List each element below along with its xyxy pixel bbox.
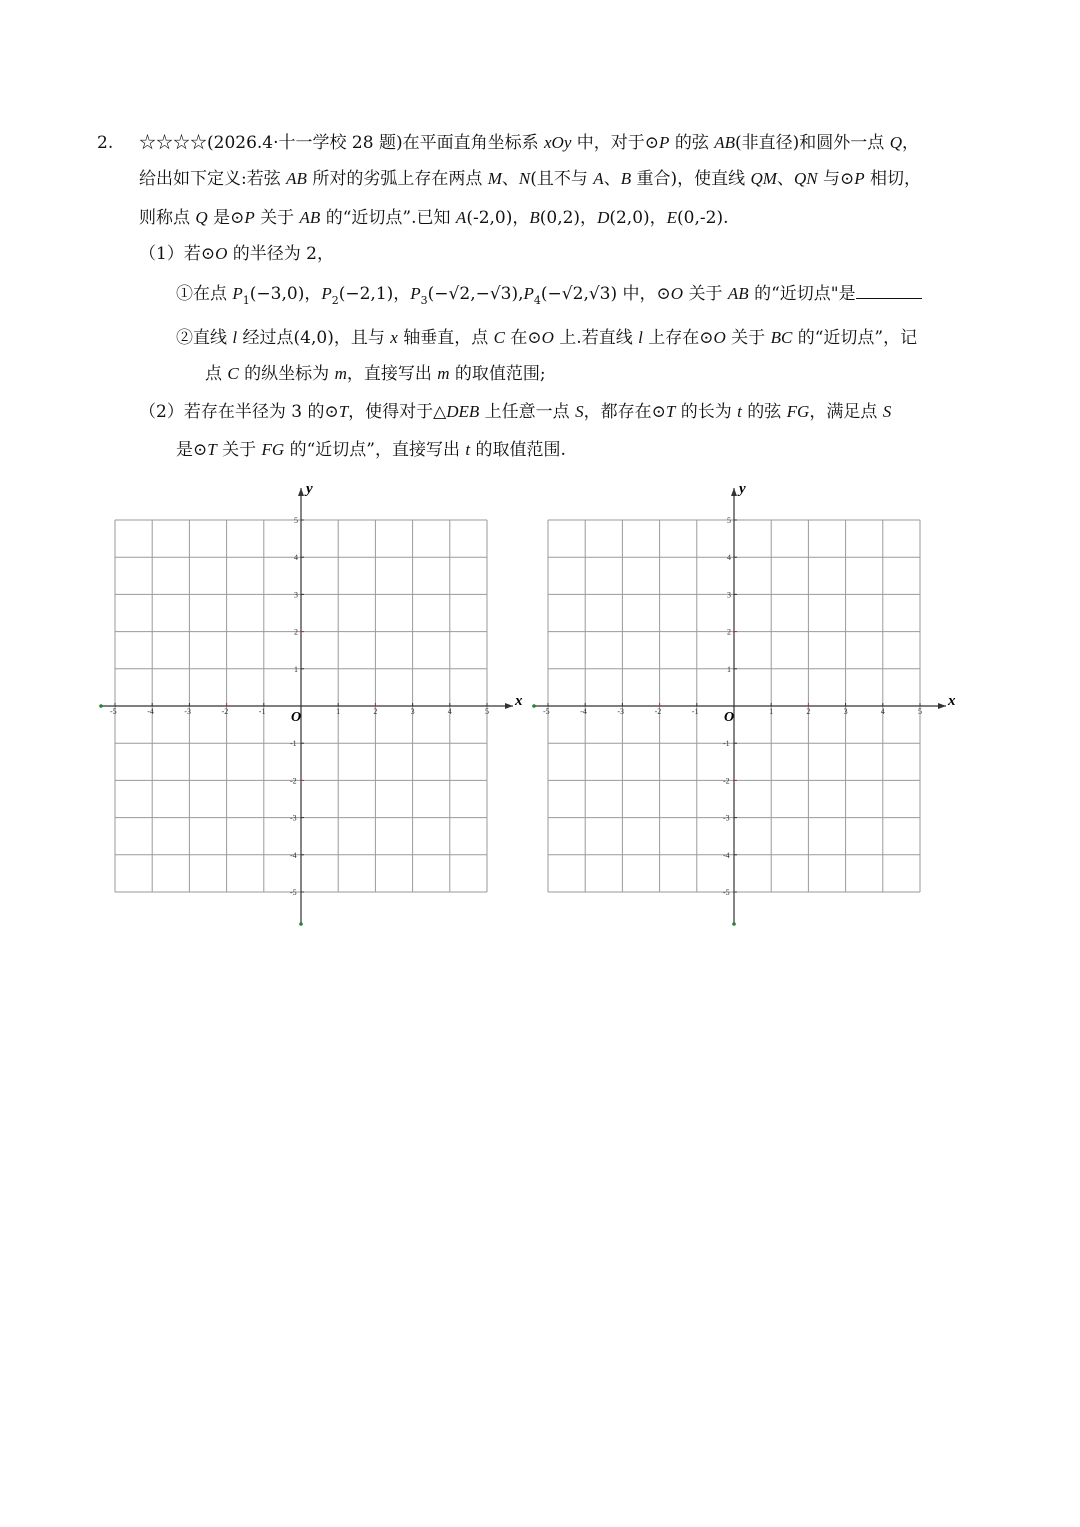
text: 关于 [216,440,262,460]
math: m [334,364,347,383]
math: T [665,402,676,421]
text: 、 [776,169,794,189]
math: T [338,402,349,421]
y-tick-label: -2 [723,776,730,786]
axis-end-dot [732,922,736,926]
x-axis-label: x [948,693,956,709]
math: Q [889,133,902,152]
origin-label: O [724,710,735,725]
problem-source: (2026.4·十一学校 28 题) [207,133,403,153]
math: S [882,402,892,421]
math: m [437,364,450,383]
math: P [659,133,670,152]
x-tick-label: 2 [373,707,378,716]
y-tick-label: 3 [294,590,298,600]
math: N [518,169,531,188]
point-p3: P [410,284,421,303]
math: xOy [544,133,572,152]
subscript: 1 [242,294,250,307]
text: 的半径为 2， [227,244,334,264]
text: 所对的劣弧上存在两点 [306,169,488,189]
text: 上任意一点 [479,402,576,422]
text: 关于 [254,208,300,228]
text: 经过点(4,0)，且与 [237,328,391,348]
x-tick-label: -5 [110,707,117,716]
math: Q [195,208,208,227]
x-tick-label: -4 [147,707,154,716]
coords: (−3,0)， [249,284,322,304]
text: 上.若直线 [553,328,639,348]
math: AB [714,133,736,152]
axis-end-dot [532,704,536,708]
text: 的长为 [675,402,738,422]
text: 在平面直角坐标系 [402,133,544,153]
x-tick-label: -2 [221,707,229,716]
x-tick-label: 3 [843,707,848,716]
text: (0,2)， [539,208,598,228]
y-tick-label: 2 [727,627,731,637]
y-tick-label: -2 [290,776,297,786]
y-tick-label: -5 [290,888,297,897]
x-axis-arrow-icon [938,703,946,709]
x-tick-label: -2 [654,707,662,716]
text: 的纵坐标为 [238,364,335,384]
text: 、 [501,169,519,189]
text: 的“近切点”.已知 [320,208,456,228]
text: 的取值范围; [449,364,546,384]
text: 的“近切点”，记 [792,328,918,348]
text: 关于 [725,328,771,348]
y-tick-label: 5 [727,516,731,525]
y-axis-arrow-icon [298,488,304,496]
math: l [232,328,238,347]
text: ，都存在⊙ [583,402,666,422]
text: (且不与 [530,169,594,189]
x-tick-label: 3 [410,707,415,716]
text: 的弦 [669,133,715,153]
x-tick-label: -1 [691,707,699,716]
y-tick-label: -5 [723,888,730,897]
y-axis-label: y [306,481,313,497]
text: 点 [205,364,228,384]
x-tick-label: -5 [543,707,550,716]
y-axis-label: y [739,481,746,497]
point-p1: P [232,284,243,303]
axis-end-dot [99,704,103,708]
point-p2: P [321,284,332,303]
math: BC [770,328,793,347]
math: FG [786,402,810,421]
text: （2）若存在半径为 3 的⊙ [139,402,339,422]
math: T [207,440,217,459]
subscript: 2 [331,294,339,307]
math: S [575,402,584,421]
text: 重合)，使直线 [631,169,751,189]
y-tick-label: -4 [290,850,297,860]
y-tick-label: 5 [294,516,298,525]
y-tick-label: -3 [290,813,297,823]
x-tick-label: -1 [258,707,266,716]
x-tick-label: 1 [769,707,774,716]
text: 是⊙ [176,440,208,460]
text: 在⊙ [504,328,542,348]
text: （1）若⊙ [139,244,216,264]
math: QN [793,169,818,188]
subscript: 4 [533,294,541,307]
math: l [638,328,643,347]
text: (0,-2). [677,208,729,228]
math: QM [750,169,777,188]
coords: (−2,1)， [338,284,411,304]
math: C [493,328,505,347]
text: 的弦 [741,402,787,422]
y-axis-arrow-icon [731,488,737,496]
text: 的取值范围. [470,440,566,460]
math: P [854,169,865,188]
y-tick-label: -3 [723,813,730,823]
math: t [737,402,742,421]
text: ，满足点 [809,402,883,422]
x-tick-label: 5 [918,707,922,716]
x-tick-label: -3 [184,707,192,716]
y-tick-label: -1 [723,739,730,749]
text: (-2,0)， [466,208,530,228]
text: 中，对于⊙ [571,133,660,153]
math: B [529,208,540,227]
math: t [465,440,471,459]
coords: (−√2,−√3), [427,284,524,304]
difficulty-stars: ☆☆☆☆ [139,133,207,153]
x-tick-label: -3 [617,707,625,716]
text: ①在点 [176,284,233,304]
y-tick-label: -4 [723,850,730,860]
text: ②直线 [176,328,233,348]
math: AB [299,208,321,227]
math: B [620,169,632,188]
text: 关于 [683,284,728,304]
text: (非直径)和圆外一点 [735,133,890,153]
text: 与⊙ [817,169,855,189]
math: D [597,208,610,227]
y-tick-label: 2 [294,627,298,637]
text: 轴垂直，点 [397,328,494,348]
origin-label: O [291,710,302,725]
subscript: 3 [420,294,428,307]
x-tick-label: -4 [580,707,587,716]
y-tick-label: -1 [290,739,297,749]
math: x [390,328,398,347]
math: AB [286,169,307,188]
axis-end-dot [299,922,303,926]
text: ，使得对于△ [348,402,447,422]
math: P [244,208,255,227]
x-tick-label: 1 [336,707,341,716]
math: AB [727,284,749,303]
math: A [455,208,467,227]
math: O [713,328,726,347]
text: ，直接写出 [346,364,438,384]
math: A [593,169,604,188]
x-tick-label: 2 [806,707,811,716]
math: O [215,244,228,263]
text: 、 [603,169,621,189]
text: 给出如下定义:若弦 [139,169,287,189]
x-axis-arrow-icon [505,703,513,709]
text: (2,0)， [609,208,667,228]
math: O [541,328,554,347]
x-tick-label: 4 [880,707,885,716]
y-tick-label: 3 [727,590,731,600]
point-p4: P [523,284,534,303]
text: 的“近切点”，直接写出 [284,440,466,460]
math: E [666,208,678,227]
text: ， [901,133,919,153]
x-tick-label: 5 [485,707,489,716]
text: 中，⊙ [617,284,671,304]
math: O [670,284,684,303]
y-tick-label: 4 [294,553,298,563]
problem-number: 2. [97,133,114,153]
text: 上存在⊙ [642,328,714,348]
coords: (−√2,√3) [540,284,618,304]
math: M [487,169,502,188]
x-tick-label: 4 [447,707,452,716]
math: C [227,364,239,383]
text: 的“近切点"是 [748,284,856,304]
y-tick-label: 4 [727,553,731,563]
math: DEB [446,402,480,421]
math: FG [261,440,285,459]
text: 则称点 [139,208,196,228]
x-axis-label: x [515,693,523,709]
y-tick-label: 1 [727,664,731,674]
text: 相切， [864,169,922,189]
y-tick-label: 1 [294,664,298,674]
text: 是⊙ [207,208,245,228]
